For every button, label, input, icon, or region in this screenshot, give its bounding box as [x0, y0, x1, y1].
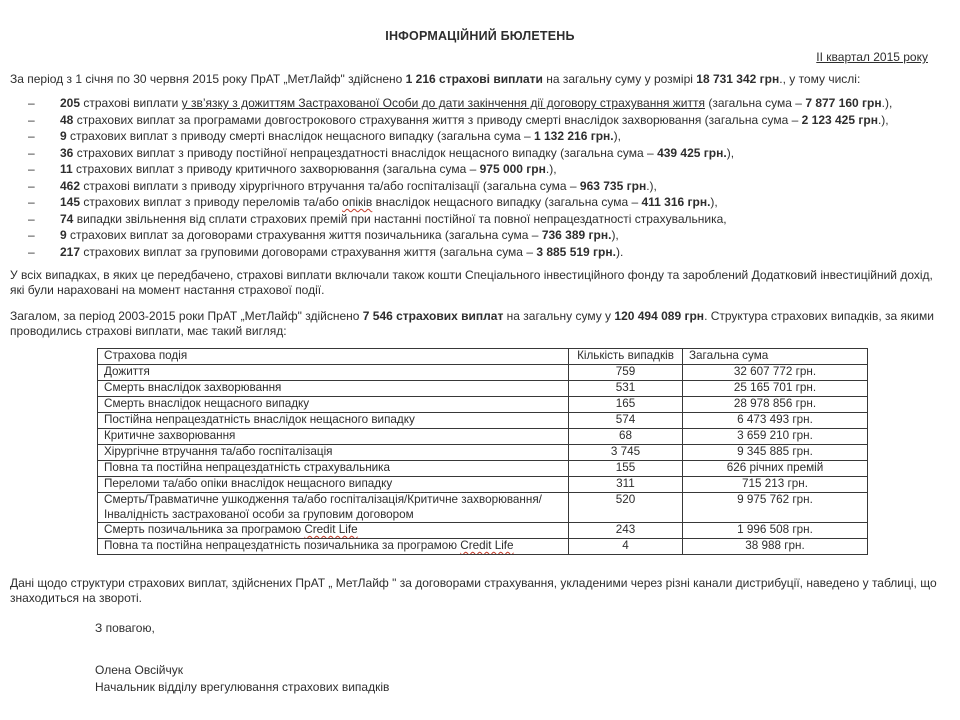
- bullet-text: 217 страхових виплат за груповими договорами страхування життя (загальна сума – 3 885 519 грн.).: [60, 244, 624, 259]
- count-cell: 155: [569, 461, 683, 477]
- table-row: [98, 477, 868, 493]
- count-cell: 311: [569, 477, 683, 493]
- sum-cell: 715 213 грн.: [683, 477, 868, 493]
- count-cell: 520: [569, 493, 683, 523]
- totals-paragraph: Загалом, за період 2003-2015 роки ПрАТ „МетЛайф" здійснено 7 546 страхових виплат на загальну суму у 120 494 089 грн. Структура страхових випадків, за якими проводились страхові виплати, має такий вигляд:: [10, 309, 934, 338]
- page-title: ІНФОРМАЦІЙНИЙ БЮЛЕТЕНЬ: [385, 29, 575, 43]
- count-cell: 531: [569, 381, 683, 397]
- sum-cell: 1 996 508 грн.: [683, 523, 868, 539]
- bullet-dash-icon: –: [28, 178, 35, 193]
- table-header-row: [98, 349, 868, 365]
- sum-cell: 3 659 210 грн.: [683, 429, 868, 445]
- table-row: [98, 381, 868, 397]
- table-row: [98, 429, 868, 445]
- count-cell: 165: [569, 397, 683, 413]
- bullet-text: 145 страхових виплат з приводу переломів та/або опіків внаслідок нещасного випадку (загальна сума – 411 316 грн.),: [60, 195, 718, 209]
- table-row: [98, 461, 868, 477]
- bullet-text: 74 випадки звільнення від сплати страхових премій при настанні постійної та повної непрацездатності страхувальника,: [60, 211, 727, 226]
- event-cell: Переломи та/або опіки внаслідок нещасного випадку: [98, 477, 569, 493]
- count-cell: 759: [569, 365, 683, 381]
- bullet-text: 48 страхових виплат за програмами довгострокового страхування життя з приводу смерті внаслідок захворювання (загальна сума – 2 123 425 грн.),: [60, 112, 889, 127]
- sum-cell: 626 річних премій: [683, 461, 868, 477]
- event-cell: Дожиття: [98, 365, 569, 381]
- bullet-item: [0, 194, 960, 211]
- count-cell: 574: [569, 413, 683, 429]
- table-row: [98, 365, 868, 381]
- period-label: ІІ квартал 2015 року: [816, 50, 928, 64]
- bullet-item: [0, 211, 960, 228]
- bullet-dash-icon: –: [28, 244, 35, 259]
- header-sum: Загальна сума: [683, 349, 868, 365]
- bullet-text: 205 страхові виплати у зв’язку з дожиттям Застрахованої Особи до дати закінчення дії договору страхування життя (загальна сума – 7 877 160 грн.),: [60, 96, 893, 110]
- bullet-dash-icon: –: [28, 145, 35, 160]
- bullet-item: [0, 227, 960, 244]
- count-cell: 243: [569, 523, 683, 539]
- payments-bullet-list: [0, 95, 960, 260]
- period-line: [0, 50, 960, 65]
- event-cell: Смерть внаслідок нещасного випадку: [98, 397, 569, 413]
- sum-cell: 9 975 762 грн.: [683, 493, 868, 523]
- event-cell: Смерть внаслідок захворювання: [98, 381, 569, 397]
- claims-structure-table: [97, 348, 868, 555]
- bullet-item: [0, 145, 960, 162]
- sum-cell: 28 978 856 грн.: [683, 397, 868, 413]
- bullet-text: 36 страхових виплат з приводу постійної непрацездатності внаслідок нещасного випадку (загальна сума – 439 425 грн.),: [60, 145, 735, 160]
- count-cell: 3 745: [569, 445, 683, 461]
- count-cell: 4: [569, 539, 683, 555]
- bullet-dash-icon: –: [28, 96, 35, 110]
- bullet-text: 9 страхових виплат з приводу смерті внаслідок нещасного випадку (загальна сума – 1 132 216 грн.),: [60, 129, 621, 143]
- regards-label: З повагою,: [95, 621, 155, 636]
- sum-cell: 9 345 885 грн.: [683, 445, 868, 461]
- table-row: [98, 445, 868, 461]
- bullet-item: [0, 161, 960, 178]
- bullet-item: [0, 244, 960, 261]
- sum-cell: 38 988 грн.: [683, 539, 868, 555]
- event-cell: Постійна непрацездатність внаслідок нещасного випадку: [98, 413, 569, 429]
- bullet-dash-icon: –: [28, 129, 35, 143]
- event-cell: Смерть позичальника за програмою Credit Life: [98, 523, 569, 539]
- sum-cell: 32 607 772 грн.: [683, 365, 868, 381]
- header-count: Кількість випадків: [569, 349, 683, 365]
- intro-paragraph: За період з 1 січня по 30 червня 2015 року ПрАТ „МетЛайф" здійснено 1 216 страхові виплати на загальну суму у розмірі 18 731 342 грн., у тому числі:: [10, 72, 861, 86]
- bullet-item: [0, 112, 960, 129]
- bullet-dash-icon: –: [28, 195, 35, 209]
- event-cell: Смерть/Травматичне ушкодження та/або госпіталізація/Критичне захворювання/ Інвалідність застрахованої особи за груповим договором: [98, 493, 569, 523]
- investment-note-paragraph: У всіх випадках, в яких це передбачено, страхові виплати включали також кошти Спеціального інвестиційного фонду та зароблений Додатковий інвестиційний дохід, які були нараховані на момент настання страхової події.: [10, 268, 933, 297]
- signature-role: Начальник відділу врегулювання страхових випадків: [95, 679, 390, 694]
- bullet-text: 462 страхові виплати з приводу хірургічного втручання та/або госпіталізації (загальна сума – 963 735 грн.),: [60, 178, 657, 193]
- table-row: [98, 523, 868, 539]
- signature-block: [95, 662, 960, 695]
- bullet-dash-icon: –: [28, 211, 35, 226]
- table-body: [98, 365, 868, 555]
- event-cell: Повна та постійна непрацездатність позичальника за програмою Credit Life: [98, 539, 569, 555]
- bullet-item: [0, 178, 960, 195]
- count-cell: 68: [569, 429, 683, 445]
- table-row: [98, 539, 868, 555]
- event-cell: Хірургічне втручання та/або госпіталізація: [98, 445, 569, 461]
- bullet-text: 9 страхових виплат за договорами страхування життя позичальника (загальна сума – 736 389 грн.),: [60, 228, 619, 242]
- distribution-note-paragraph: Дані щодо структури страхових виплат, здійснених ПрАТ „ МетЛайф " за договорами страхування, укладеними через різні канали дистрибуції, наведено у таблиці, що знаходиться на звороті.: [10, 576, 937, 606]
- event-cell: Критичне захворювання: [98, 429, 569, 445]
- table-row: [98, 413, 868, 429]
- sum-cell: 6 473 493 грн.: [683, 413, 868, 429]
- table-row: [98, 493, 868, 523]
- table-row: [98, 397, 868, 413]
- sum-cell: 25 165 701 грн.: [683, 381, 868, 397]
- header-event: Страхова подія: [98, 349, 569, 365]
- bullet-item: [0, 128, 960, 145]
- bullet-dash-icon: –: [28, 228, 35, 242]
- bullet-text: 11 страхових виплат з приводу критичного захворювання (загальна сума – 975 000 грн.),: [60, 162, 557, 176]
- bullet-dash-icon: –: [28, 112, 35, 127]
- signature-name: Олена Овсійчук: [95, 663, 183, 678]
- bullet-item: [0, 95, 960, 112]
- event-cell: Повна та постійна непрацездатність страхувальника: [98, 461, 569, 477]
- bullet-dash-icon: –: [28, 162, 35, 176]
